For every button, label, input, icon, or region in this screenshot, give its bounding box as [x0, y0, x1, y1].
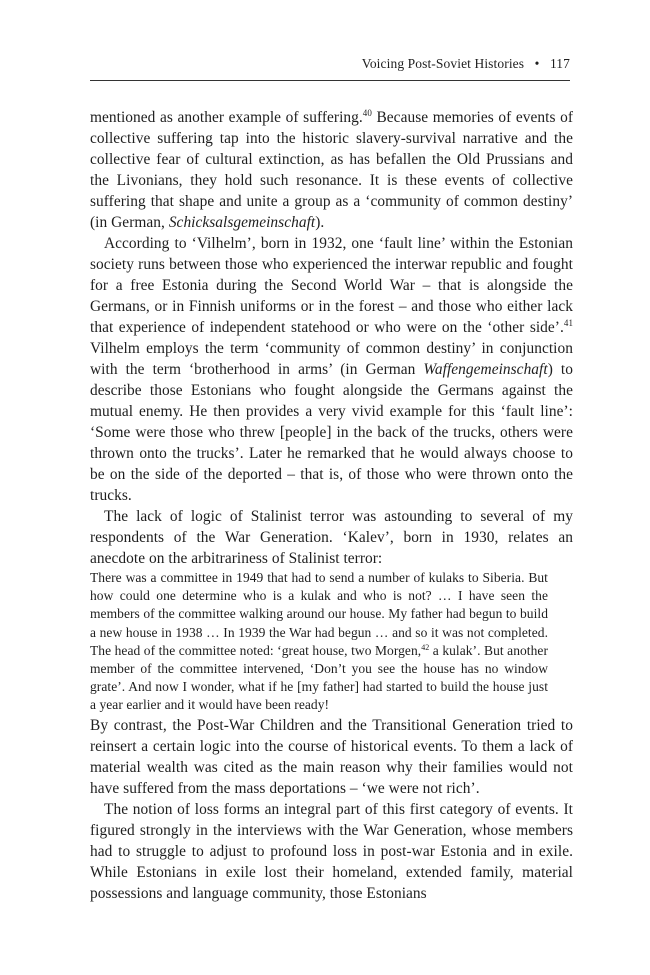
footnote-ref-42: 42	[421, 642, 430, 652]
term-schicksalsgemeinschaft: Schicksalsgemeinschaft	[168, 214, 316, 231]
term-waffengemeinschaft: Waffengemeinschaft	[423, 361, 548, 378]
paragraph-5: The notion of loss forms an integral part of this first category of events. It figured strongly in the interviews with the War Generation, whose members had to struggle to adjust to profound loss in post-war Estonia and in exile. While Estonians in exile lost their homeland, extended family, material possessions and language community, those Estonians	[90, 800, 573, 902]
page-number: 117	[549, 56, 570, 71]
paragraph-4: By contrast, the Post-War Children and the Transitional Generation tried to reinsert a certain logic into the course of historical events. To them a lack of material wealth was cited as the main reason why their families would not have suffered from the mass deportations – ‘we were not rich’.	[90, 716, 573, 797]
block-quote	[90, 569, 548, 715]
paragraph-2-text-c: ) to describe those Estonians who fought alongside the Germans against the mutual enemy. He then provides a very vivid example for this ‘fault line’: ‘Some were those who threw [people] in the back of the trucks, others were thrown onto the trucks’. Later he remarked that he would always choose to be on the side of the deported – that is, of those who were thrown onto the trucks.	[90, 361, 573, 504]
block-quote-text-b: a kulak’. But another member of the committee intervened, ‘Don’t you see the house has no window grate’. And now I wonder, what if he [my father] had started to build the house just a year earlier and it would have been ready!	[90, 642, 548, 713]
paragraph-3: The lack of logic of Stalinist terror was astounding to several of my respondents of the War Generation. ‘Kalev’, born in 1930, relates an anecdote on the arbitrariness of Stalinist terror:	[90, 508, 573, 567]
footnote-ref-40: 40	[362, 108, 372, 118]
running-header	[90, 56, 570, 81]
header-bullet: •	[534, 56, 540, 71]
paragraph-2-text-b: Vilhelm employs the term ‘community of common destiny’ in conjunction with the term ‘brotherhood in arms’ (in German	[90, 340, 573, 378]
paragraph-1	[90, 107, 573, 233]
running-title: Voicing Post-Soviet Histories	[361, 56, 525, 71]
paragraph-1-text-b: Because memories of events of collective suffering tap into the historic slavery-survival narrative and the collective fear of cultural extinction, as has befallen the Old Prussians and the Livonians, they hold such resonance. It is these events of collective suffering that shape and unite a group as a ‘community of common destiny’ (in German,	[90, 109, 573, 231]
paragraph-2-text-a: According to ‘Vilhelm’, born in 1932, one ‘fault line’ within the Estonian society runs between those who experienced the interwar republic and fought for a free Estonia during the Second World War – that is alongside the Germans, or in Finnish uniforms or in the forest – and those who either lack that experience of independent statehood or who were on the ‘other side’.	[90, 235, 573, 336]
body-text	[90, 107, 573, 904]
paragraph-1-text-c: ).	[315, 214, 325, 231]
paragraph-2	[90, 233, 573, 506]
block-quote-text-a: There was a committee in 1949 that had to send a number of kulaks to Siberia. But how could one determine who is a kulak and who is not? … I have seen the members of the committee walking around our house. My father had begun to build a new house in 1938 … In 1939 the War had begun … and so it was not completed. The head of the committee noted: ‘great house, two Morgen,	[90, 570, 548, 658]
paragraph-1-text-a: mentioned as another example of suffering.	[90, 109, 363, 126]
footnote-ref-41: 41	[563, 318, 573, 328]
